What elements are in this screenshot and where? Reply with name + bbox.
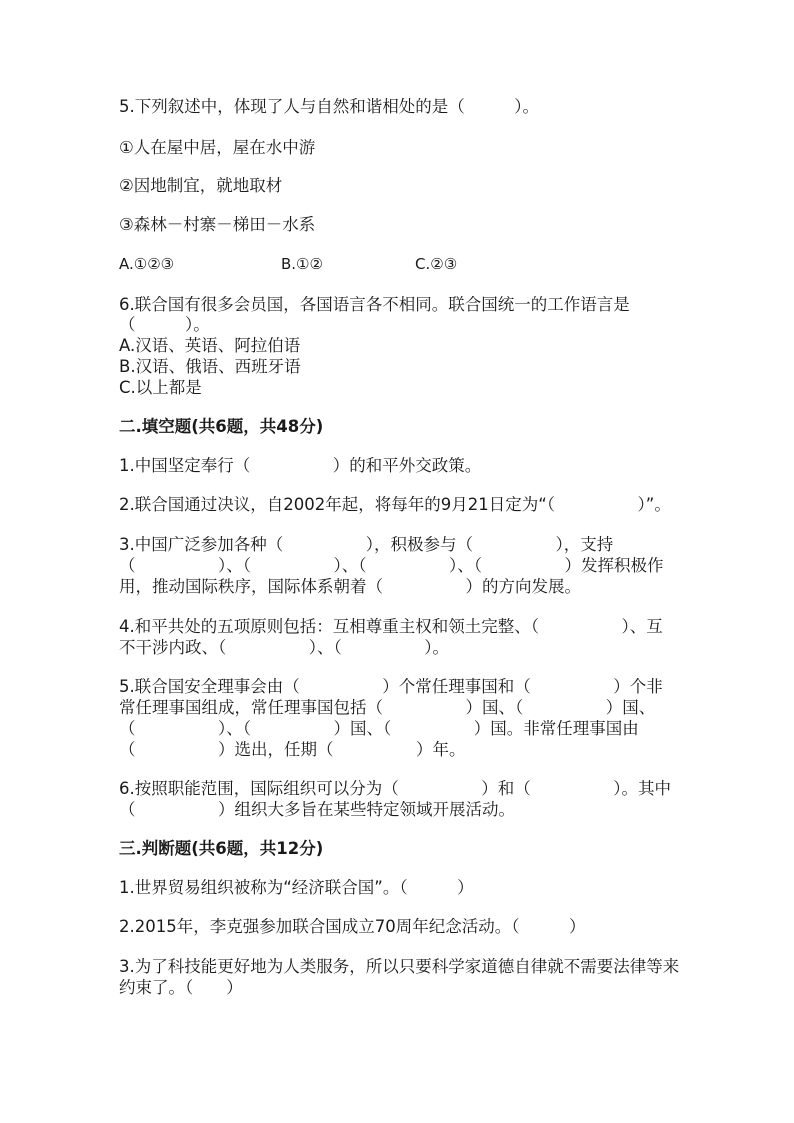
question-6-line-2: （ ）。 bbox=[119, 315, 210, 334]
judge-question-3-line-2: 约束了。（ ） bbox=[119, 978, 243, 997]
question-5-option-a: A.①②③ bbox=[119, 255, 175, 273]
section-fill-heading: 二.填空题(共6题，共48分) bbox=[119, 417, 324, 436]
fill-question-6-line-1: 6.按照职能范围，国际组织可以分为（ ）和（ ）。其中 bbox=[119, 779, 671, 798]
fill-question-3-line-1: 3.中国广泛参加各种（ ），积极参与（ ），支持 bbox=[119, 535, 614, 554]
question-6-option-c: C.以上都是 bbox=[119, 378, 202, 397]
question-6-option-a: A.汉语、英语、阿拉伯语 bbox=[119, 336, 301, 355]
fill-question-5-line-4: （ ）选出，任期（ ）年。 bbox=[119, 740, 466, 759]
fill-question-4-line-1: 4.和平共处的五项原则包括：互相尊重主权和领土完整、（ ）、互 bbox=[119, 617, 663, 636]
judge-question-3-line-1: 3.为了科技能更好地为人类服务，所以只要科学家道德自律就不需要法律等来 bbox=[119, 957, 680, 976]
judge-question-1: 1.世界贸易组织被称为“经济联合国”。（ ） bbox=[119, 878, 474, 897]
fill-question-5-line-3: （ ）、（ ）国、（ ）国。非常任理事国由 bbox=[119, 719, 639, 738]
fill-question-5-line-1: 5.联合国安全理事会由（ ）个常任理事国和（ ）个非 bbox=[119, 677, 663, 696]
section-judge-heading: 三.判断题(共6题，共12分) bbox=[119, 839, 324, 858]
fill-question-6-line-2: （ ）组织大多旨在某些特定领域开展活动。 bbox=[119, 800, 515, 819]
fill-question-5-line-2: 常任理事国组成，常任理事国包括（ ）国、（ ）国、 bbox=[119, 698, 656, 717]
fill-question-1: 1.中国坚定奉行（ ）的和平外交政策。 bbox=[119, 456, 482, 475]
fill-question-3-line-2: （ ）、（ ）、（ ）、（ ）发挥积极作 bbox=[119, 556, 664, 575]
question-5-statement-2: ②因地制宜，就地取材 bbox=[119, 176, 283, 195]
question-5-option-c: C.②③ bbox=[415, 255, 458, 273]
fill-question-4-line-2: 不干涉内政、（ ）、（ ）。 bbox=[119, 638, 449, 657]
judge-question-2: 2.2015年，李克强参加联合国成立70周年纪念活动。（ ） bbox=[119, 917, 586, 936]
question-5-option-b: B.①② bbox=[281, 255, 323, 273]
question-5-stem: 5.下列叙述中，体现了人与自然和谐相处的是（ ）。 bbox=[119, 97, 539, 116]
question-6-line-1: 6.联合国有很多会员国，各国语言各不相同。联合国统一的工作语言是 bbox=[119, 295, 630, 314]
question-5-statement-3: ③森林－村寨－梯田－水系 bbox=[119, 215, 316, 234]
question-6-option-b: B.汉语、俄语、西班牙语 bbox=[119, 357, 301, 376]
fill-question-3-line-3: 用，推动国际秩序，国际体系朝着（ ）的方向发展。 bbox=[119, 577, 581, 596]
question-5-statement-1: ①人在屋中居，屋在水中游 bbox=[119, 138, 316, 157]
fill-question-2: 2.联合国通过决议，自2002年起，将每年的9月21日定为“（ ）”。 bbox=[119, 495, 671, 514]
